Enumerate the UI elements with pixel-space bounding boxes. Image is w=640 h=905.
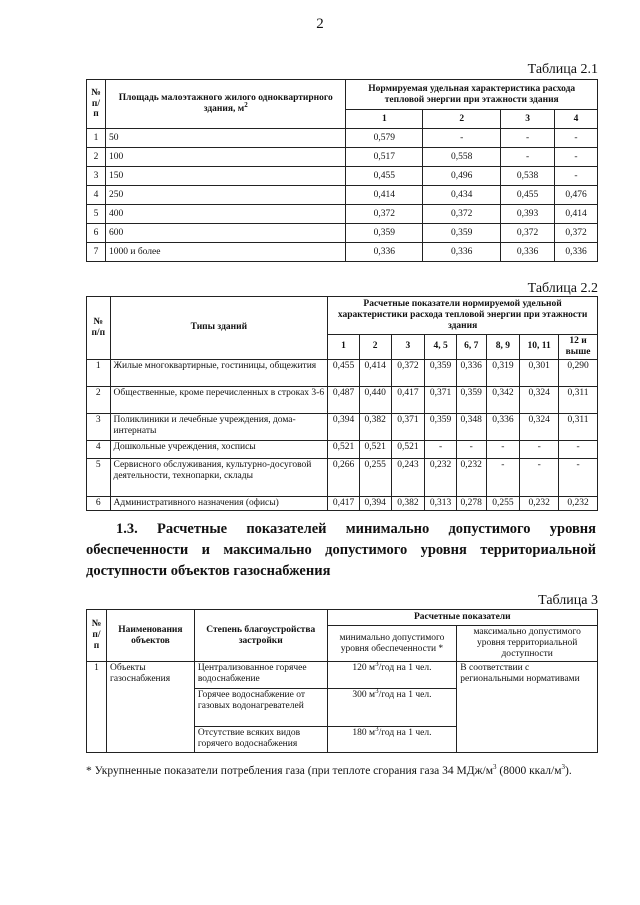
table-row (87, 148, 598, 167)
floor-header: 8, 9 (486, 335, 520, 360)
row-value: 0,359 (423, 224, 501, 243)
row-area: 1000 и более (105, 243, 345, 262)
table-row (87, 186, 598, 205)
table-2-1 (86, 79, 598, 262)
table-row (87, 224, 598, 243)
row-num: 5 (87, 205, 106, 224)
table-3 (86, 609, 598, 753)
row-value: 0,521 (359, 440, 391, 458)
floor-header: 3 (501, 110, 555, 129)
table-3-value: 300 $м^3$/год на 1 чел. (327, 689, 457, 727)
row-num: 7 (87, 243, 106, 262)
floor-header: 4, 5 (425, 335, 457, 360)
table-2-2-caption: Таблица 2.2 (527, 281, 598, 296)
table-row (87, 413, 598, 440)
row-value: - (520, 440, 559, 458)
row-value: 0,336 (555, 243, 598, 262)
table-3-max-value: В соответствии с региональными нормативами (457, 662, 598, 753)
row-value: - (555, 148, 598, 167)
row-value: - (555, 129, 598, 148)
table-row (87, 458, 598, 496)
row-value: 0,278 (456, 496, 486, 510)
row-value: 0,382 (391, 496, 425, 510)
row-value: 0,394 (359, 496, 391, 510)
row-value: 0,232 (456, 458, 486, 496)
row-area: 600 (105, 224, 345, 243)
row-value: 0,417 (328, 496, 360, 510)
row-num: 1 (87, 359, 111, 386)
row-value: - (520, 458, 559, 496)
row-num: 6 (87, 224, 106, 243)
row-type: Поликлиники и лечебные учреждения, дома-интернаты (110, 413, 328, 440)
floor-header: 2 (423, 110, 501, 129)
row-value: - (501, 129, 555, 148)
row-num: 3 (87, 167, 106, 186)
row-value: 0,324 (520, 413, 559, 440)
row-value: 0,243 (391, 458, 425, 496)
footnote: * Укрупненные показатели потребления газа (при теплоте сгорания газа 34 МДж/$м^3$ (8000 ккал/$м^3$). (86, 763, 572, 777)
table-3-value: 120 $м^3$/год на 1 чел. (327, 662, 457, 689)
row-area: 400 (105, 205, 345, 224)
row-area: 100 (105, 148, 345, 167)
row-num: 3 (87, 413, 111, 440)
table-row (87, 243, 598, 262)
row-value: 0,301 (520, 359, 559, 386)
row-value: 0,255 (359, 458, 391, 496)
row-num: 5 (87, 458, 111, 496)
table-row (87, 205, 598, 224)
table-row (87, 359, 598, 386)
row-area: 250 (105, 186, 345, 205)
row-value: 0,359 (456, 386, 486, 413)
row-value: - (486, 458, 520, 496)
row-num: 2 (87, 386, 111, 413)
row-value: 0,266 (328, 458, 360, 496)
table-3-degree: Отсутствие всяких видов горячего водоснабжения (194, 727, 327, 753)
row-value: 0,359 (425, 359, 457, 386)
table-3-value: 180 $м^3$/год на 1 чел. (327, 727, 457, 753)
col-header-num: № п/п (87, 297, 111, 360)
row-value: 0,517 (346, 148, 423, 167)
table-row (87, 167, 598, 186)
row-value: 0,232 (425, 458, 457, 496)
table-3-degree: Централизованное горячее водоснабжение (194, 662, 327, 689)
row-value: 0,372 (555, 224, 598, 243)
col-header-calc: Расчетные показатели нормируемой удельной характеристики расхода тепловой энергии при этажности здания (328, 297, 598, 335)
row-value: 0,455 (501, 186, 555, 205)
floor-header: 3 (391, 335, 425, 360)
table-row (87, 129, 598, 148)
row-num: 4 (87, 186, 106, 205)
row-value: 0,414 (359, 359, 391, 386)
row-value: 0,348 (456, 413, 486, 440)
row-num: 1 (87, 129, 106, 148)
row-value: - (486, 440, 520, 458)
col-header-num: № п/п (87, 610, 107, 662)
row-value: 0,290 (559, 359, 598, 386)
row-num: 4 (87, 440, 111, 458)
row-value: 0,440 (359, 386, 391, 413)
row-value: 0,393 (501, 205, 555, 224)
row-value: 0,372 (501, 224, 555, 243)
row-num: 6 (87, 496, 111, 510)
col-header-num: № п/п (87, 80, 106, 129)
floor-header: 4 (555, 110, 598, 129)
row-value: 0,394 (328, 413, 360, 440)
row-value: 0,476 (555, 186, 598, 205)
row-area: 50 (105, 129, 345, 148)
row-value: 0,417 (391, 386, 425, 413)
row-area: 150 (105, 167, 345, 186)
row-value: - (425, 440, 457, 458)
row-value: 0,255 (486, 496, 520, 510)
row-value: 0,372 (423, 205, 501, 224)
row-value: 0,538 (501, 167, 555, 186)
row-value: 0,496 (423, 167, 501, 186)
row-value: 0,414 (555, 205, 598, 224)
row-num: 2 (87, 148, 106, 167)
row-value: 0,324 (520, 386, 559, 413)
row-value: 0,232 (559, 496, 598, 510)
col-header-type: Типы зданий (110, 297, 328, 360)
row-type: Сервисного обслуживания, культурно-досуговой деятельности, технопарки, склады (110, 458, 328, 496)
table-3-degree: Горячее водоснабжение от газовых водонагревателей (194, 689, 327, 727)
row-value: 0,414 (346, 186, 423, 205)
row-value: 0,455 (328, 359, 360, 386)
row-value: 0,382 (359, 413, 391, 440)
row-value: 0,579 (346, 129, 423, 148)
row-type: Дошкольные учреждения, хосписы (110, 440, 328, 458)
row-value: 0,342 (486, 386, 520, 413)
row-value: - (559, 440, 598, 458)
row-value: 0,558 (423, 148, 501, 167)
row-type: Жилые многоквартирные, гостиницы, общежития (110, 359, 328, 386)
row-value: 0,455 (346, 167, 423, 186)
col-header-degree: Степень благоустройства застройки (194, 610, 327, 662)
floor-header: 10, 11 (520, 335, 559, 360)
row-value: 0,311 (559, 413, 598, 440)
floor-header: 1 (328, 335, 360, 360)
col-header-area: Площадь малоэтажного жилого одноквартирного здания, $м^2$ (105, 80, 345, 129)
row-value: 0,319 (486, 359, 520, 386)
col-header-norm: Нормируемая удельная характеристика расхода тепловой энергии при этажности здания (346, 80, 598, 110)
table-2-2 (86, 296, 598, 511)
row-value: - (423, 129, 501, 148)
page-number: 2 (316, 16, 324, 32)
row-value: 0,336 (486, 413, 520, 440)
row-value: 0,371 (391, 413, 425, 440)
row-value: 0,359 (346, 224, 423, 243)
row-value: 0,521 (328, 440, 360, 458)
floor-header: 1 (346, 110, 423, 129)
floor-header: 12 и выше (559, 335, 598, 360)
row-value: 0,313 (425, 496, 457, 510)
row-value: 0,521 (391, 440, 425, 458)
row-type: Административного назначения (офисы) (110, 496, 328, 510)
row-value: 0,336 (456, 359, 486, 386)
table-row (87, 440, 598, 458)
section-heading: 1.3. Расчетные показателей минимально допустимого уровня обеспеченности и максимально допустимого уровня территориальной доступности объектов газоснабжения (86, 521, 596, 579)
table-3-object: Объекты газоснабжения (106, 662, 194, 753)
row-value: 0,311 (559, 386, 598, 413)
row-value: 0,434 (423, 186, 501, 205)
row-value: 0,359 (425, 413, 457, 440)
row-type: Общественные, кроме перечисленных в строках 3-6 (110, 386, 328, 413)
table-2-1-caption: Таблица 2.1 (527, 62, 598, 77)
table-row (87, 386, 598, 413)
row-value: 0,336 (423, 243, 501, 262)
row-value: 0,487 (328, 386, 360, 413)
row-value: 0,372 (346, 205, 423, 224)
table-3-caption: Таблица 3 (538, 593, 598, 608)
row-value: 0,371 (425, 386, 457, 413)
col-header-calc: Расчетные показатели (327, 610, 597, 626)
table-row (87, 496, 598, 510)
col-header-min: минимально допустимого уровня обеспеченности * (327, 626, 457, 662)
row-value: 0,336 (501, 243, 555, 262)
row-value: - (559, 458, 598, 496)
row-value: 0,336 (346, 243, 423, 262)
col-header-max: максимально допустимого уровня территориальной доступности (457, 626, 598, 662)
row-value: 0,232 (520, 496, 559, 510)
floor-header: 2 (359, 335, 391, 360)
row-value: 0,372 (391, 359, 425, 386)
row-value: - (456, 440, 486, 458)
floor-header: 6, 7 (456, 335, 486, 360)
row-value: - (555, 167, 598, 186)
table-3-num: 1 (87, 662, 107, 753)
row-value: - (501, 148, 555, 167)
col-header-name: Наименования объектов (106, 610, 194, 662)
